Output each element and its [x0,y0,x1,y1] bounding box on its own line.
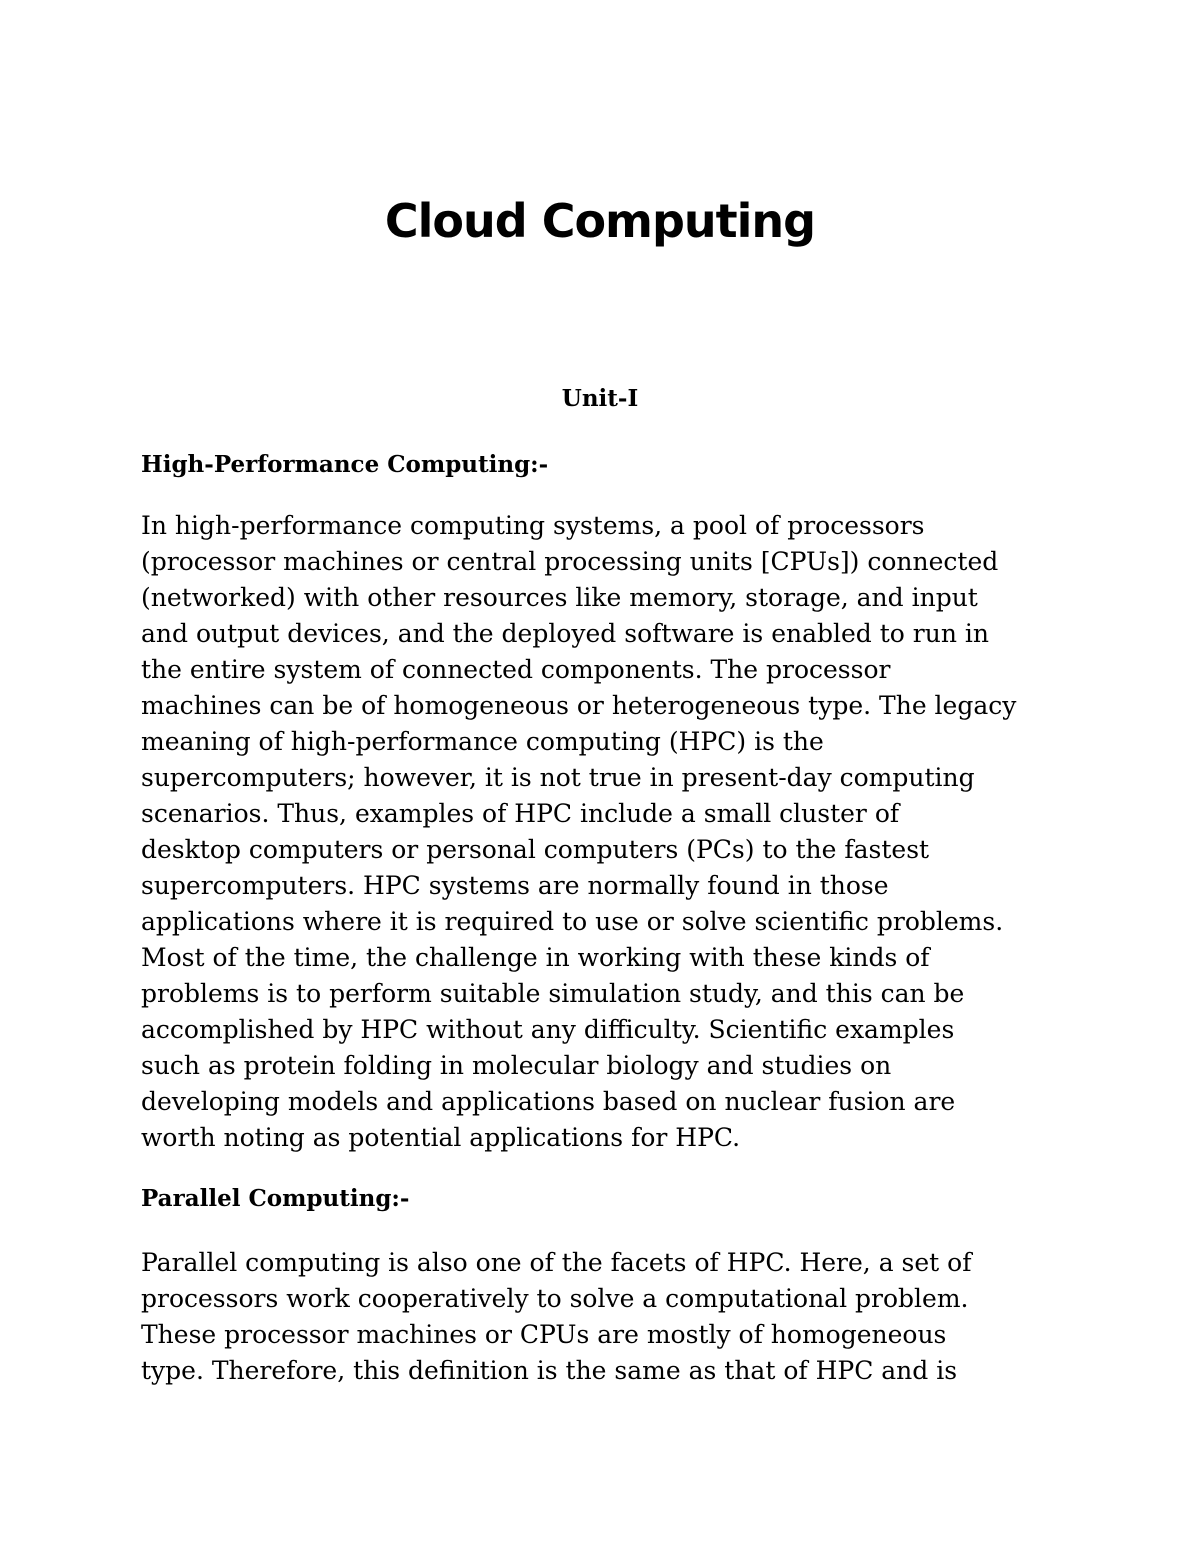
paragraph-line: and output devices, and the deployed software is enabled to run in [141,619,989,648]
paragraph-line: such as protein folding in molecular biology and studies on [141,1051,892,1080]
paragraph-line: supercomputers; however, it is not true in present-day computing [141,763,975,792]
paragraph-line: developing models and applications based on nuclear fusion are [141,1087,956,1116]
paragraph-line: scenarios. Thus, examples of HPC include a small cluster of [141,799,900,828]
paragraph-line: (processor machines or central processing units [CPUs]) connected [141,547,999,576]
paragraph-line: Most of the time, the challenge in working with these kinds of [141,943,930,972]
document-title: Cloud Computing [384,194,816,248]
paragraph-line: Parallel computing is also one of the facets of HPC. Here, a set of [141,1248,972,1277]
section-heading-parallel-computing: Parallel Computing:- [141,1185,410,1212]
paragraph-line: problems is to perform suitable simulation study, and this can be [141,979,965,1008]
paragraph-line: (networked) with other resources like memory, storage, and input [141,583,978,612]
paragraph-parallel-computing [141,1245,971,1389]
paragraph-line: In high-performance computing systems, a pool of processors [141,511,925,540]
unit-heading: Unit-I [561,385,639,412]
paragraph-line: applications where it is required to use or solve scientific problems. [141,907,1004,936]
paragraph-line: meaning of high-performance computing (HPC) is the [141,727,824,756]
paragraph-line: type. Therefore, this definition is the same as that of HPC and is [141,1356,958,1385]
paragraph-line: processors work cooperatively to solve a computational problem. [141,1284,969,1313]
paragraph-line: accomplished by HPC without any difficulty. Scientific examples [141,1015,955,1044]
paragraph-line: worth noting as potential applications for HPC. [141,1123,741,1152]
paragraph-line: machines can be of homogeneous or heterogeneous type. The legacy [141,691,1017,720]
section-heading-high-performance-computing: High-Performance Computing:- [141,451,549,478]
paragraph-line: the entire system of connected components. The processor [141,655,891,684]
paragraph-line: desktop computers or personal computers (PCs) to the fastest [141,835,930,864]
paragraph-line: supercomputers. HPC systems are normally found in those [141,871,889,900]
paragraph-line: These processor machines or CPUs are mostly of homogeneous [141,1320,947,1349]
paragraph-high-performance-computing [141,508,1016,1156]
